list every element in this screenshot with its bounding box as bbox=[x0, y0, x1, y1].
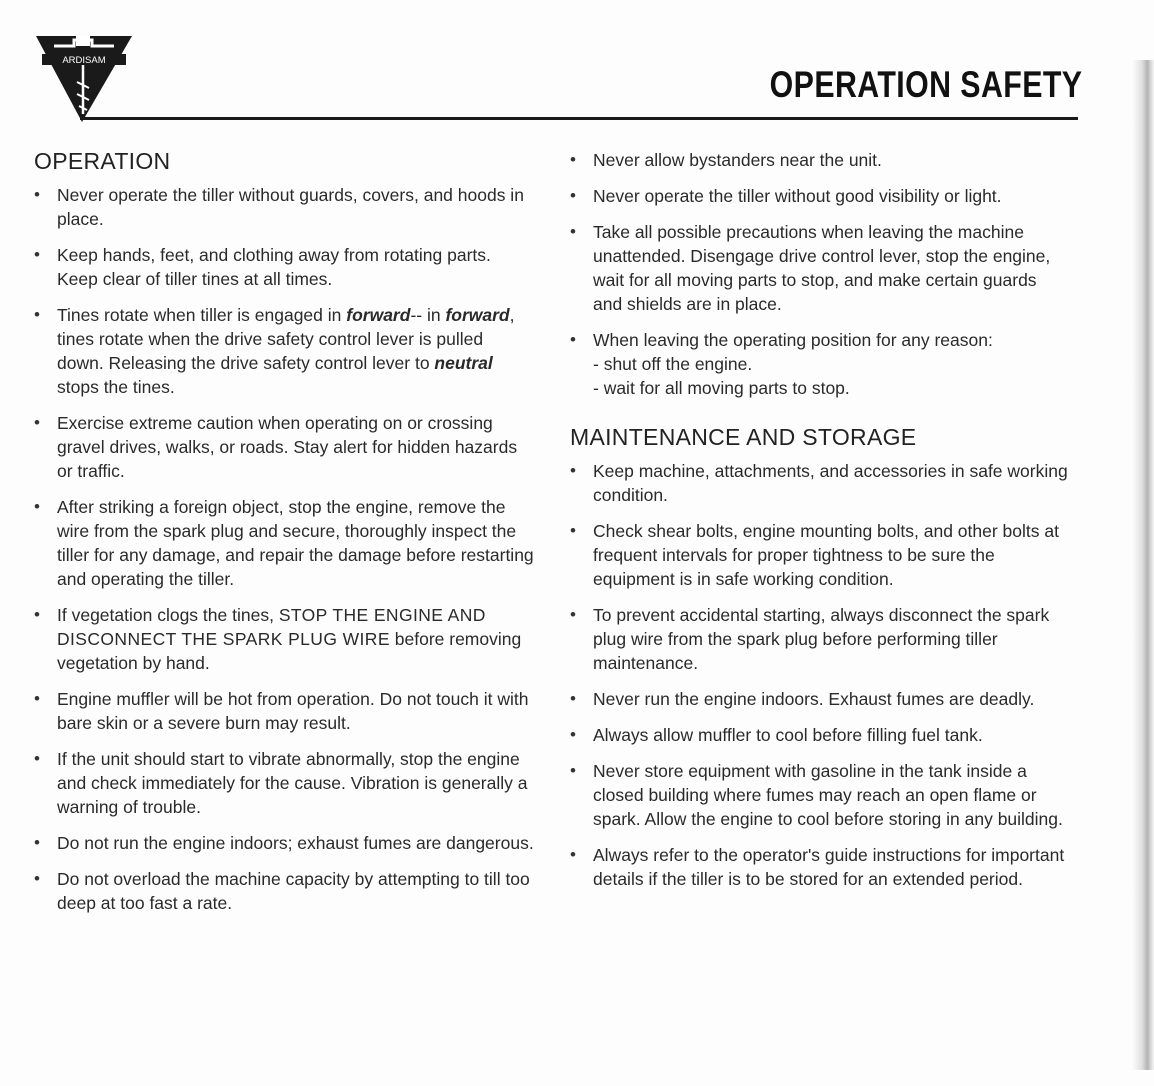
list-item: • After striking a foreign object, stop the engine, remove the wire from the spark plug and secure, thoroughly inspect the tiller for any damage, and repair the damage before restarting and operating the tiller. bbox=[34, 495, 534, 591]
list-item: • If the unit should start to vibrate abnormally, stop the engine and check immediately for the cause. Vibration is generally a warning of trouble. bbox=[34, 747, 534, 819]
list-item: • Never operate the tiller without guards, covers, and hoods in place. bbox=[34, 183, 534, 231]
maintenance-heading: MAINTENANCE AND STORAGE bbox=[570, 424, 917, 450]
logo-text: ARDISAM bbox=[62, 55, 106, 66]
item-text: stops the tines. bbox=[57, 377, 175, 397]
list-item: • Do not run the engine indoors; exhaust fumes are dangerous. bbox=[34, 831, 534, 855]
list-item: • Engine muffler will be hot from operation. Do not touch it with bare skin or a severe burn may result. bbox=[34, 687, 534, 735]
list-item: • Never store equipment with gasoline in the tank inside a closed building where fumes may reach an open flame or spark. Allow the engine to cool before storing in any building. bbox=[570, 759, 1070, 831]
ardisam-logo bbox=[34, 32, 134, 124]
operation-heading: OPERATION bbox=[34, 148, 171, 174]
page-title: OPERATION SAFETY bbox=[769, 64, 1082, 105]
list-item bbox=[34, 303, 534, 399]
emphasis-forward: forward bbox=[445, 305, 510, 325]
operation-continued-list bbox=[570, 148, 1070, 400]
scan-edge-shadow bbox=[1132, 60, 1154, 1070]
list-item: • Check shear bolts, engine mounting bolts, and other bolts at frequent intervals for proper tightness to be sure the equipment is in safe working condition. bbox=[570, 519, 1070, 591]
list-item: • Do not overload the machine capacity by attempting to till too deep at too fast a rate. bbox=[34, 867, 534, 915]
list-item: • Always refer to the operator's guide instructions for important details if the tiller is to be stored for an extended period. bbox=[570, 843, 1070, 891]
list-item bbox=[570, 328, 1070, 400]
list-item: • Take all possible precautions when leaving the machine unattended. Disengage drive control lever, stop the engine, wait for all moving parts to stop, and make certain guards and shields are in place. bbox=[570, 220, 1070, 316]
list-item: • Never operate the tiller without good visibility or light. bbox=[570, 184, 1070, 208]
right-column bbox=[570, 148, 1070, 903]
item-text: -- in bbox=[410, 305, 446, 325]
emphasis-neutral: neutral bbox=[434, 353, 493, 373]
item-text: Tines rotate when tiller is engaged in bbox=[57, 305, 347, 325]
list-item: • Exercise extreme caution when operating on or crossing gravel drives, walks, or roads. Stay alert for hidden hazards or traffic. bbox=[34, 411, 534, 483]
list-item: • Keep hands, feet, and clothing away from rotating parts. Keep clear of tiller tines at all times. bbox=[34, 243, 534, 291]
item-lead: • When leaving the operating position for any reason: bbox=[593, 330, 993, 350]
list-item bbox=[34, 603, 534, 675]
caps-warning: STOP THE ENGINE AND DISCONNECT THE SPARK PLUG WIRE bbox=[57, 605, 486, 649]
list-item: • To prevent accidental starting, always disconnect the spark plug wire from the spark plug before performing tiller maintenance. bbox=[570, 603, 1070, 675]
list-item: • Never run the engine indoors. Exhaust fumes are deadly. bbox=[570, 687, 1070, 711]
item-text: If vegetation clogs the tines, bbox=[57, 605, 279, 625]
operation-list bbox=[34, 183, 534, 915]
maintenance-list bbox=[570, 459, 1070, 891]
list-item: • Never allow bystanders near the unit. bbox=[570, 148, 1070, 172]
list-item: • Keep machine, attachments, and accessories in safe working condition. bbox=[570, 459, 1070, 507]
item-subline: - shut off the engine. bbox=[593, 354, 753, 374]
left-column bbox=[34, 148, 534, 927]
emphasis-forward: forward bbox=[346, 305, 411, 325]
header-rule bbox=[80, 117, 1078, 120]
item-subline: - wait for all moving parts to stop. bbox=[593, 378, 850, 398]
list-item: • Always allow muffler to cool before filling fuel tank. bbox=[570, 723, 1070, 747]
item-text: before removing vegetation by hand. bbox=[57, 629, 522, 673]
item-text: , tines rotate when the drive safety control lever is pulled down. Releasing the drive safety control lever to bbox=[57, 305, 515, 373]
